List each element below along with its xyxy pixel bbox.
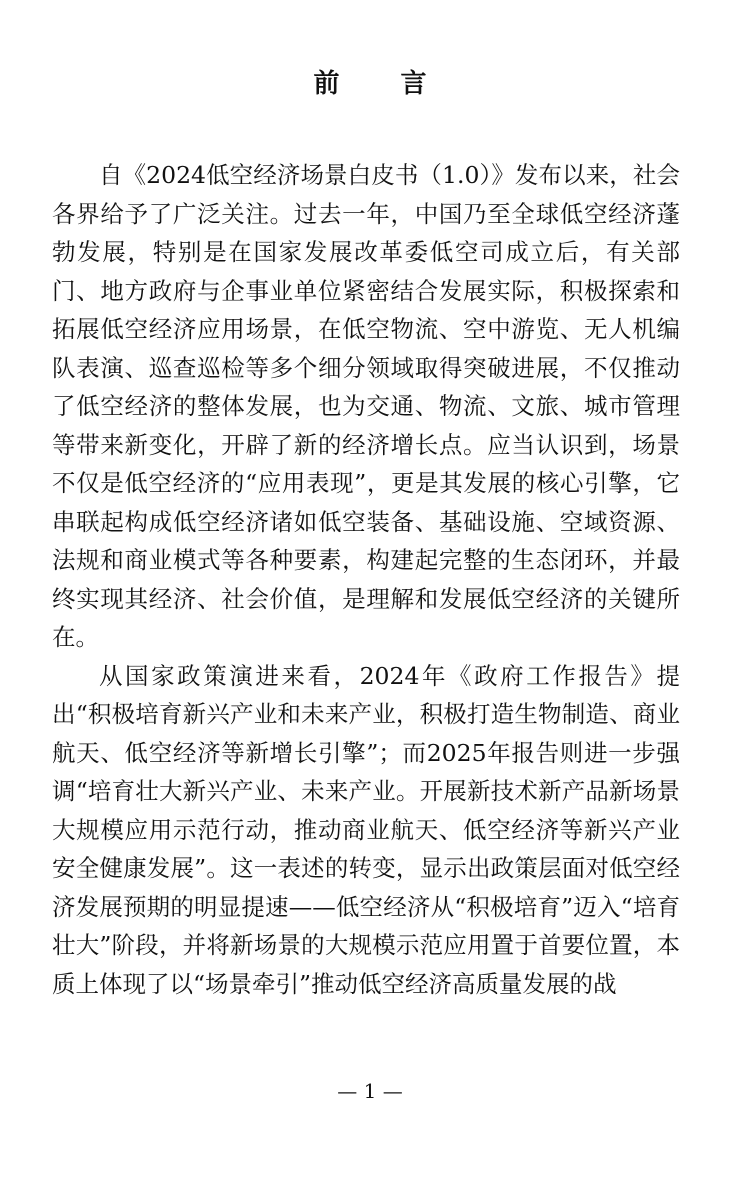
page-title: 前 言	[313, 69, 453, 99]
document-body	[52, 156, 680, 1003]
page-number: — 1 —	[337, 1079, 403, 1103]
paragraph-2: 从国家政策演进来看，2024年《政府工作报告》提出“积极培育新兴产业和未来产业，积极打造生物制造、商业航天、低空经济等新增长引擎”；而2025年报告则进一步强调“培育壮大新兴产业、未来产业。开展新技术新产品新场景大规模应用示范行动，推动商业航天、低空经济等新兴产业安全健康发展”。这一表述的转变，显示出政策层面对低空经济发展预期的明显提速——低空经济从“积极培育”迈入“培育壮大”阶段，并将新场景的大规模示范应用置于首要位置，本质上体现了以“场景牵引”推动低空经济高质量发展的战	[52, 661, 680, 998]
paragraph-1: 自《2024低空经济场景白皮书（1.0）》发布以来，社会各界给予了广泛关注。过去一年，中国乃至全球低空经济蓬勃发展，特别是在国家发展改革委低空司成立后，有关部门、地方政府与企事业单位紧密结合发展实际，积极探索和拓展低空经济应用场景，在低空物流、空中游览、无人机编队表演、巡查巡检等多个细分领域取得突破进展，不仅推动了低空经济的整体发展，也为交通、物流、文旅、城市管理等带来新变化，开辟了新的经济增长点。应当认识到，场景不仅是低空经济的“应用表现”，更是其发展的核心引擎，它串联起构成低空经济诸如低空装备、基础设施、空域资源、法规和商业模式等各种要素，构建起完整的生态闭环，并最终实现其经济、社会价值，是理解和发展低空经济的关键所在。	[52, 161, 680, 651]
